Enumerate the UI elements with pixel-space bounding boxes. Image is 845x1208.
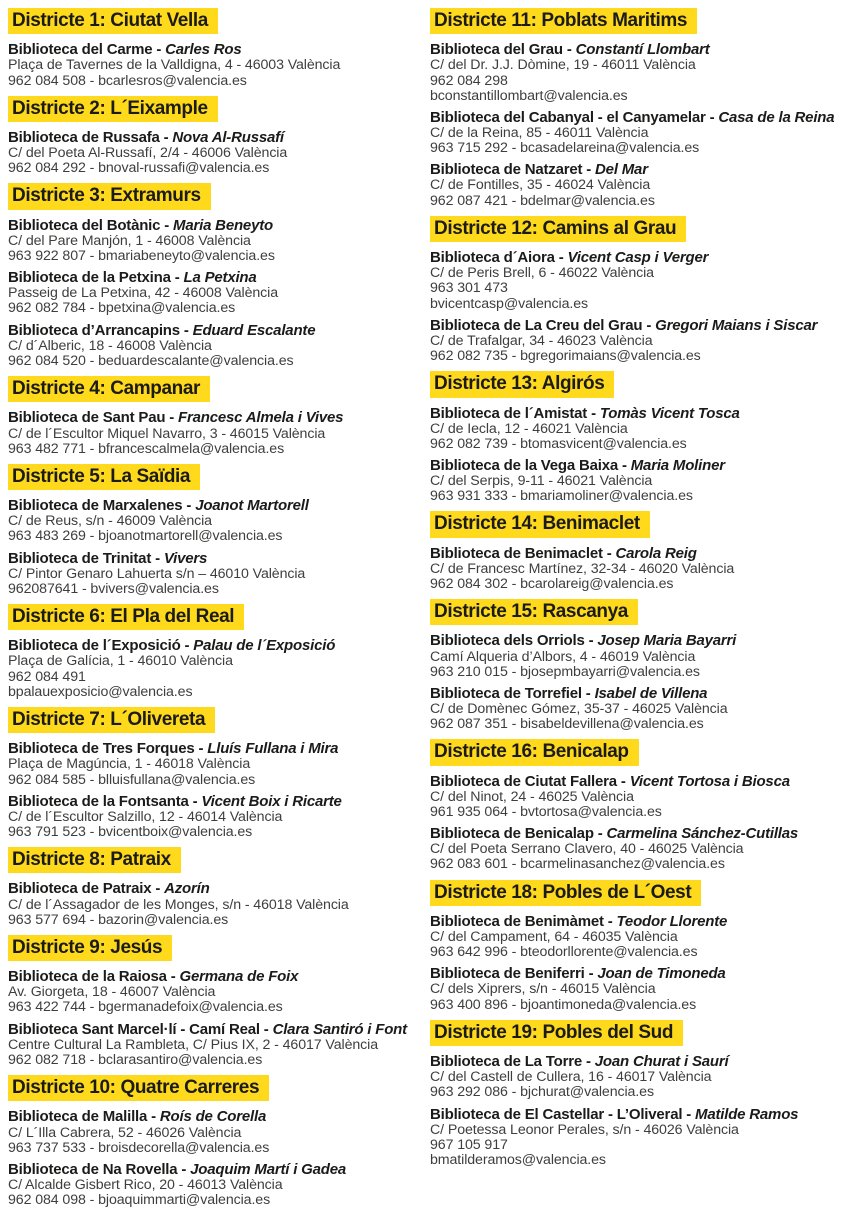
district-header-row (430, 6, 836, 36)
library-name: Biblioteca de la Fontsanta - Vicent Boix i Ricarte (8, 792, 342, 810)
library-detail-line: C/ de Domènec Gómez, 35-37 - 46025 València (430, 701, 728, 718)
library-title-text: Biblioteca de Benimaclet (430, 544, 603, 562)
library-detail-line: Passeig de La Petxina, 42 - 46008 València (8, 285, 279, 302)
library-entry (8, 409, 414, 456)
library-detail-line: 962 082 718 - bclarasantiro@valencia.es (8, 1051, 263, 1068)
library-title-text: Biblioteca de la Vega Baixa (430, 456, 619, 474)
library-title-text: Biblioteca de Russafa (8, 129, 160, 146)
district-header: Districte 18: Pobles de L´Oest (430, 880, 701, 906)
library-entry (8, 217, 414, 264)
library-entry (8, 968, 414, 1015)
library-entry (8, 880, 414, 927)
library-detail-line: 963 400 896 - bjoantimoneda@valencia.es (430, 996, 697, 1013)
library-detail-line: 963 422 744 - bgermanadefoix@valencia.es (8, 999, 283, 1016)
library-detail-line: 962 084 508 - bcarlesros@valencia.es (8, 72, 247, 89)
library-title-text: Biblioteca de Ciutat Fallera (430, 772, 617, 790)
library-detail-line: 962 084 292 - bnoval-russafi@valencia.es (8, 160, 270, 177)
district-section (8, 597, 414, 700)
library-alias-text: Carmelina Sánchez-Cutillas (606, 825, 799, 843)
library-entry (430, 41, 836, 104)
library-entry (430, 161, 836, 208)
library-entry (430, 632, 836, 679)
library-alias-text: Nova Al-Russafí (172, 129, 284, 146)
library-alias-text: Matilde Ramos (695, 1105, 799, 1123)
district-section (8, 6, 414, 89)
library-entry (430, 109, 836, 156)
library-name: Biblioteca de El Castellar - L’Oliveral - Matilde Ramos (430, 1105, 799, 1123)
library-alias-text: Del Mar (595, 161, 648, 179)
library-detail-line: 962 082 735 - bgregorimaians@valencia.es (430, 348, 701, 365)
library-detail-line: C/ de l´Assagador de les Monges, s/n - 46018 València (8, 896, 349, 913)
library-title-text: Biblioteca de la Petxina (8, 269, 171, 287)
district-header: Districte 16: Benicalap (430, 739, 639, 765)
library-detail-line: 962 084 520 - beduardescalante@valencia.es (8, 352, 294, 369)
district-section (8, 840, 414, 928)
district-header-row (8, 1068, 414, 1103)
library-detail-line: Plaça de Galícia, 1 - 46010 València (8, 653, 233, 670)
district-header: Districte 19: Pobles del Sud (430, 1020, 683, 1046)
library-alias-text: Tomàs Vicent Tosca (599, 404, 740, 422)
library-name: Biblioteca de Benicalap - Carmelina Sánchez-Cutillas (430, 825, 799, 843)
library-title-text: Biblioteca de Malilla (8, 1108, 148, 1126)
library-detail-line: 962 083 601 - bcarmelinasanchez@valencia.es (430, 856, 725, 873)
library-alias-text: Casa de la Reina (718, 108, 835, 126)
district-header: Districte 5: La Saïdia (8, 464, 200, 490)
library-detail-line: C/ del Campament, 64 - 46035 València (430, 928, 678, 945)
library-title-text: Biblioteca de Patraix (8, 880, 152, 898)
district-section (8, 700, 414, 840)
library-alias-text: Vicent Casp i Verger (567, 249, 709, 267)
library-name: Biblioteca dels Orriols - Josep Maria Bayarri (430, 632, 737, 650)
library-alias-text: Joan Churat i Saurí (594, 1053, 729, 1071)
library-name: Biblioteca de Benimàmet - Teodor Llorente (430, 912, 728, 930)
library-entry (430, 545, 836, 592)
district-header: Districte 1: Ciutat Vella (8, 8, 218, 34)
library-name: Biblioteca del Cabanyal - el Canyamelar - Casa de la Reina (430, 108, 835, 126)
library-title-text: Biblioteca de la Fontsanta (8, 792, 189, 810)
library-name: Biblioteca de Russafa - Nova Al-Russafí (8, 129, 284, 146)
library-detail-line: C/ de Peris Brell, 6 - 46022 València (430, 265, 654, 282)
library-entry (430, 249, 836, 312)
library-detail-line: 962 087 351 - bisabeldevillena@valencia.es (430, 716, 704, 733)
library-detail-line: Plaça de Tavernes de la Valldigna, 4 - 46003 València (8, 57, 341, 74)
library-entry (430, 773, 836, 820)
district-header-row (8, 176, 414, 211)
district-header-row (430, 209, 836, 244)
library-detail-line: bconstantillombart@valencia.es (430, 87, 628, 104)
district-section (430, 6, 836, 209)
library-detail-line: C/ de Fontilles, 35 - 46024 València (430, 177, 651, 194)
library-title-text: Biblioteca de Na Rovella (8, 1160, 178, 1178)
district-header: Districte 12: Camins al Grau (430, 216, 686, 242)
library-detail-line: 962 084 302 - bcarolareig@valencia.es (430, 576, 674, 592)
library-detail-line: 963 577 694 - bazorin@valencia.es (8, 911, 229, 928)
district-section (8, 369, 414, 457)
library-detail-line: Av. Giorgeta, 18 - 46007 València (8, 984, 216, 1001)
library-detail-line: C/ L´Illa Cabrera, 52 - 46026 València (8, 1124, 242, 1141)
library-detail-line: C/ dels Xiprers, s/n - 46015 València (430, 981, 656, 998)
right-column (430, 6, 836, 1168)
library-detail-line: C/ del Pare Manjón, 1 - 46008 València (8, 232, 251, 249)
left-column (8, 6, 414, 1208)
library-entry (8, 269, 414, 316)
district-header: Districte 13: Algirós (430, 371, 614, 397)
district-header-row (8, 840, 414, 875)
library-title-text: Biblioteca de Natzaret (430, 161, 583, 179)
library-name: Biblioteca de Beniferri - Joan de Timoneda (430, 965, 726, 983)
district-header-row (430, 732, 836, 767)
district-section (430, 504, 836, 592)
library-alias-text: Roís de Corella (159, 1108, 267, 1126)
library-entry (8, 550, 414, 597)
district-header-row (430, 1013, 836, 1048)
district-header: Districte 3: Extramurs (8, 183, 211, 209)
library-detail-line: 963 791 523 - bvicentboix@valencia.es (8, 824, 253, 841)
library-alias-text: Clara Santiró i Font (272, 1020, 407, 1038)
library-entry (8, 497, 414, 544)
library-detail-line: C/ de Trafalgar, 34 - 46023 València (430, 332, 653, 349)
library-alias-text: Joan de Timoneda (597, 965, 726, 983)
district-header: Districte 2: L´Eixample (8, 96, 218, 122)
library-detail-line: 961 935 064 - bvtortosa@valencia.es (430, 803, 662, 820)
library-title-text: Biblioteca del Grau (430, 41, 563, 59)
library-detail-line: 963 737 533 - broisdecorella@valencia.es (8, 1139, 270, 1156)
library-detail-line: C/ del Poeta Serrano Clavero, 40 - 46025 València (430, 841, 744, 858)
library-name: Biblioteca de l´Exposició - Palau de l´Exposició (8, 637, 336, 655)
library-alias-text: Joanot Martorell (195, 497, 309, 515)
library-detail-line: 963 715 292 - bcasadelareina@valencia.es (430, 140, 700, 157)
library-detail-line: 963 931 333 - bmariamoliner@valencia.es (430, 488, 693, 505)
library-title-text: Biblioteca de Beniferri (430, 965, 585, 983)
library-title-text: Biblioteca de La Torre (430, 1053, 583, 1071)
library-detail-line: bmatilderamos@valencia.es (430, 1152, 606, 1168)
library-detail-line: C/ Poetessa Leonor Perales, s/n - 46026 València (430, 1121, 739, 1138)
library-alias-text: Carola Reig (615, 544, 697, 562)
district-header: Districte 10: Quatre Carreres (8, 1075, 269, 1101)
library-alias-text: Vicent Tortosa i Biosca (629, 772, 790, 790)
district-section (8, 928, 414, 1068)
library-name: Biblioteca de La Torre - Joan Churat i Saurí (430, 1053, 729, 1071)
library-alias-text: La Petxina (183, 269, 257, 287)
library-detail-line: 963 483 269 - bjoanotmartorell@valencia.es (8, 528, 283, 545)
library-detail-line: 962 082 739 - btomasvicent@valencia.es (430, 435, 687, 452)
district-section (430, 209, 836, 364)
library-alias-text: Vivers (163, 549, 208, 567)
district-header-row (8, 597, 414, 632)
library-detail-line: C/ de la Reina, 85 - 46011 València (430, 125, 649, 142)
library-detail-line: 967 105 917 (430, 1136, 508, 1153)
district-header-row (8, 369, 414, 404)
library-detail-line: 963 301 473 (430, 280, 508, 297)
library-detail-line: Plaça de Magúncia, 1 - 46018 València (8, 756, 251, 773)
library-entry (8, 41, 414, 88)
library-detail-line: C/ del Ninot, 24 - 46025 València (430, 788, 634, 805)
library-alias-text: Palau de l´Exposició (193, 637, 336, 655)
library-detail-line: 963 482 771 - bfrancescalmela@valencia.es (8, 440, 285, 457)
library-detail-line: bpalauexposicio@valencia.es (8, 683, 193, 700)
library-alias-text: Francesc Almela i Vives (178, 409, 344, 427)
library-entry (8, 793, 414, 840)
district-section (8, 176, 414, 369)
library-title-text: Biblioteca de la Raiosa (8, 968, 167, 986)
district-header: Districte 15: Rascanya (430, 599, 638, 625)
district-section (8, 1068, 414, 1208)
district-header: Districte 6: El Pla del Real (8, 604, 244, 630)
library-title-text: Biblioteca Sant Marcel·lí - Camí Real (8, 1020, 260, 1038)
library-name: Biblioteca del Carme - Carles Ros (8, 41, 242, 59)
library-detail-line: 962 084 491 (8, 668, 86, 685)
district-header: Districte 4: Campanar (8, 376, 210, 402)
library-detail-line: C/ Pintor Genaro Lahuerta s/n – 46010 València (8, 565, 306, 582)
library-entry (430, 405, 836, 452)
district-header: Districte 11: Poblats Maritims (430, 8, 697, 34)
library-title-text: Biblioteca del Carme (8, 41, 153, 59)
district-header-row (8, 457, 414, 492)
library-title-text: Biblioteca de Marxalenes (8, 497, 183, 515)
library-name: Biblioteca de Natzaret - Del Mar (430, 161, 648, 179)
library-detail-line: C/ Alcalde Gisbert Rico, 20 - 46013 València (8, 1176, 283, 1193)
library-detail-line: C/ d´Alberic, 18 - 46008 València (8, 337, 212, 354)
library-alias-text: Josep Maria Bayarri (597, 632, 737, 650)
library-detail-line: 962 084 298 (430, 72, 508, 89)
library-alias-text: Lluís Fullana i Mira (207, 740, 339, 758)
district-section (8, 89, 414, 177)
library-alias-text: Carles Ros (165, 41, 242, 59)
library-name: Biblioteca de Patraix - Azorín (8, 880, 210, 898)
library-title-text: Biblioteca de Torrefiel (430, 684, 582, 702)
library-entry (430, 825, 836, 872)
library-title-text: Biblioteca dels Orriols (430, 632, 585, 650)
library-entry (430, 317, 836, 364)
library-entry (430, 965, 836, 1012)
library-title-text: Biblioteca d’Arrancapins (8, 321, 180, 339)
library-title-text: Biblioteca de El Castellar - L’Oliveral (430, 1105, 683, 1123)
library-entry (430, 1053, 836, 1100)
library-alias-text: Maria Moliner (630, 456, 725, 474)
library-entry (430, 913, 836, 960)
library-name: Biblioteca del Botànic - Maria Beneyto (8, 216, 273, 234)
library-name: Biblioteca de la Vega Baixa - Maria Moliner (430, 456, 725, 474)
library-detail-line: C/ de l´Escultor Miquel Navarro, 3 - 46015 València (8, 425, 326, 442)
district-section (430, 873, 836, 1013)
district-section (8, 457, 414, 597)
library-title-text: Biblioteca del Cabanyal - el Canyamelar (430, 108, 706, 126)
library-alias-text: Constantí Llombart (575, 41, 710, 59)
library-detail-line: 962 084 098 - bjoaquimmarti@valencia.es (8, 1192, 271, 1208)
library-title-text: Biblioteca de Trinitat (8, 549, 152, 567)
library-alias-text: Isabel de Villena (594, 684, 708, 702)
library-title-text: Biblioteca de Tres Forques (8, 740, 195, 758)
library-detail-line: C/ de Francesc Martínez, 32-34 - 46020 València (430, 560, 735, 577)
library-detail-line: 963 922 807 - bmariabeneyto@valencia.es (8, 248, 275, 265)
district-section (430, 732, 836, 872)
library-alias-text: Gregori Maians i Siscar (655, 316, 818, 334)
library-name: Biblioteca de Marxalenes - Joanot Martorell (8, 497, 309, 515)
library-name: Biblioteca del Grau - Constantí Llombart (430, 41, 710, 59)
district-header: Districte 7: L´Olivereta (8, 707, 215, 733)
library-alias-text: Eduard Escalante (192, 321, 316, 339)
library-detail-line: 962 087 421 - bdelmar@valencia.es (430, 192, 655, 209)
library-entry (8, 322, 414, 369)
library-name: Biblioteca d’Arrancapins - Eduard Escalante (8, 321, 316, 339)
library-detail-line: 962 084 585 - blluisfullana@valencia.es (8, 771, 256, 788)
library-detail-line: C/ del Castell de Cullera, 16 - 46017 València (430, 1069, 712, 1086)
library-entry (430, 457, 836, 504)
library-title-text: Biblioteca de l´Exposició (8, 637, 181, 655)
district-header: Districte 14: Benimaclet (430, 511, 650, 537)
library-name: Biblioteca de la Raiosa - Germana de Foix (8, 968, 299, 986)
district-section (430, 592, 836, 732)
district-header-row (430, 504, 836, 539)
district-header: Districte 8: Patraix (8, 847, 181, 873)
library-detail-line: 963 292 086 - bjchurat@valencia.es (430, 1084, 654, 1101)
library-detail-line: 963 642 996 - bteodorllorente@valencia.es (430, 944, 698, 961)
library-name: Biblioteca de Ciutat Fallera - Vicent Tortosa i Biosca (430, 772, 790, 790)
library-name: Biblioteca de l´Amistat - Tomàs Vicent Tosca (430, 404, 740, 422)
district-header-row (8, 700, 414, 735)
library-alias-text: Vicent Boix i Ricarte (201, 792, 342, 810)
library-entry (8, 1161, 414, 1208)
library-entry (8, 637, 414, 700)
library-name: Biblioteca de La Creu del Grau - Gregori Maians i Siscar (430, 316, 818, 334)
library-name: Biblioteca de Tres Forques - Lluís Fullana i Mira (8, 740, 339, 758)
library-title-text: Biblioteca de Sant Pau (8, 409, 166, 427)
library-alias-text: Azorín (164, 880, 210, 898)
district-header-row (8, 6, 414, 36)
library-detail-line: C/ de Reus, s/n - 46009 València (8, 513, 212, 530)
library-title-text: Biblioteca d´Aiora (430, 249, 555, 267)
library-detail-line: C/ del Dr. J.J. Dòmine, 19 - 46011 València (430, 57, 696, 74)
library-detail-line: C/ de Iecla, 12 - 46021 València (430, 420, 628, 437)
library-entry (430, 1106, 836, 1169)
library-detail-line: bvicentcasp@valencia.es (430, 295, 589, 312)
library-detail-line: C/ del Poeta Al-Russafí, 2/4 - 46006 València (8, 145, 288, 162)
library-name: Biblioteca Sant Marcel·lí - Camí Real - Clara Santiró i Font (8, 1020, 407, 1038)
library-name: Biblioteca de la Petxina - La Petxina (8, 269, 257, 287)
library-name: Biblioteca de Sant Pau - Francesc Almela i Vives (8, 409, 344, 427)
library-entry (8, 740, 414, 787)
library-name: Biblioteca d´Aiora - Vicent Casp i Verger (430, 249, 709, 267)
library-detail-line: C/ de l´Escultor Salzillo, 12 - 46014 València (8, 808, 283, 825)
library-entry (8, 129, 414, 176)
district-header-row (8, 89, 414, 124)
library-detail-line: C/ del Serpis, 9-11 - 46021 València (430, 473, 653, 490)
library-name: Biblioteca de Torrefiel - Isabel de Villena (430, 684, 708, 702)
library-name: Biblioteca de Trinitat - Vivers (8, 549, 208, 567)
district-section (430, 364, 836, 504)
district-header-row (8, 928, 414, 963)
library-entry (430, 685, 836, 732)
library-name: Biblioteca de Na Rovella - Joaquim Martí i Gadea (8, 1160, 346, 1178)
library-alias-text: Joaquim Martí i Gadea (190, 1160, 346, 1178)
library-detail-line: 963 210 015 - bjosepmbayarri@valencia.es (430, 663, 700, 680)
library-detail-line: 962 082 784 - bpetxina@valencia.es (8, 300, 236, 317)
library-detail-line: Camí Alqueria d’Albors, 4 - 46019 València (430, 648, 696, 665)
district-header-row (430, 873, 836, 908)
district-section (430, 1013, 836, 1168)
library-title-text: Biblioteca del Botànic (8, 216, 161, 234)
library-alias-text: Germana de Foix (179, 968, 299, 986)
library-title-text: Biblioteca de Benicalap (430, 825, 594, 843)
library-title-text: Biblioteca de La Creu del Grau (430, 316, 643, 334)
library-name: Biblioteca de Malilla - Roís de Corella (8, 1108, 267, 1126)
library-title-text: Biblioteca de Benimàmet (430, 912, 604, 930)
library-entry (8, 1108, 414, 1155)
library-alias-text: Maria Beneyto (173, 216, 273, 234)
library-title-text: Biblioteca de l´Amistat (430, 404, 588, 422)
district-header: Districte 9: Jesús (8, 935, 172, 961)
district-header-row (430, 592, 836, 627)
library-name: Biblioteca de Benimaclet - Carola Reig (430, 544, 697, 562)
library-alias-text: Teodor Llorente (616, 912, 728, 930)
district-header-row (430, 364, 836, 399)
library-entry (8, 1021, 414, 1068)
library-detail-line: 962087641 - bvivers@valencia.es (8, 580, 219, 597)
library-detail-line: Centre Cultural La Rambleta, C/ Pius IX, 2 - 46017 València (8, 1036, 378, 1053)
